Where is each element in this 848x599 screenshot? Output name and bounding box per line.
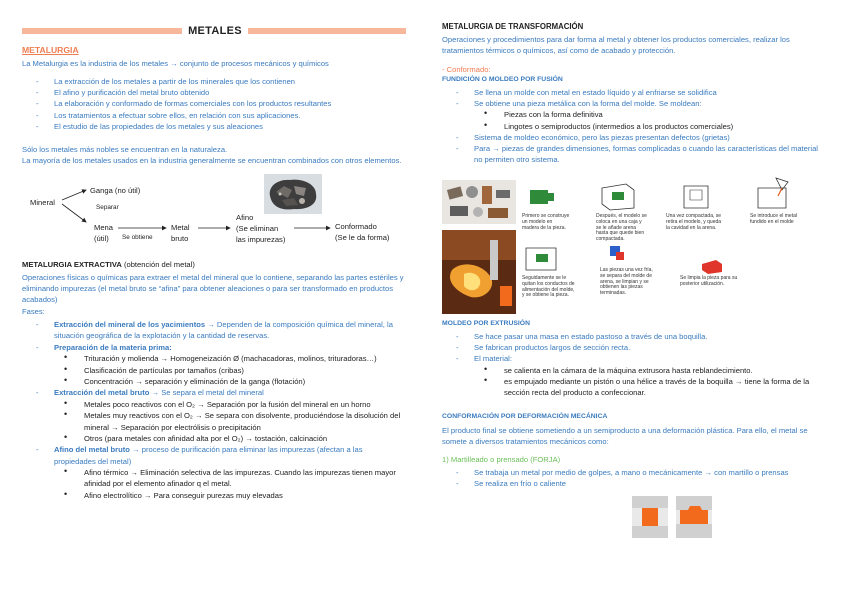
list-item: • Otros (para metales con afinidad alta por el O₂) → tostación, calcinación <box>22 433 406 444</box>
list-item: - Los tratamientos a efectuar sobre ellos, en relación con sus aplicaciones. <box>22 110 406 121</box>
flow-se-obtiene: Se obtiene <box>122 234 153 241</box>
list-item: - Se obtiene una pieza metálica con la forma del molde. Se moldean: <box>442 98 826 109</box>
step-caption-4: Se introduce el metal fundido en el molde <box>750 213 797 225</box>
list-item: • Concentración → separación y eliminación de la ganga (flotación) <box>22 376 406 387</box>
list-item: • Piezas con la forma definitiva <box>442 109 826 120</box>
list-item: - Se fabrican productos largos de sección recta. <box>442 342 826 353</box>
fase-text: → proceso de purificación para eliminar las impurezas (afectan a las propiedades del metal) <box>54 445 363 466</box>
deformacion-description: El producto final se obtiene sometiendo a un semiproducto a una deformación plástica. Para ello, el metal se somete a diversos tratamientos mecánicos como: <box>442 426 808 446</box>
step-caption-7: Se limpia la pieza para su posterior utilización. <box>680 275 738 287</box>
list-item: • Metales muy reactivos con el O₂ → Se separa con disolvente, produciéndose la disolución del mineral → Separación por electrólisis o precipitación <box>22 410 406 433</box>
step-cavity-image <box>678 180 714 212</box>
step-caption-1: Primero se construye un modelo en madera de la pieza. <box>522 213 570 231</box>
note-combinados: La mayoría de los metales usados en la industria generalmente se encuentran combinados con otros elementos. <box>22 156 402 165</box>
flow-mena: Mena <box>94 223 113 232</box>
arrow-to-ganga <box>62 190 86 200</box>
arrow-to-mena <box>62 204 86 222</box>
page-title: METALES <box>182 24 248 39</box>
step-pour-image <box>752 176 796 212</box>
step-caption-3: Una vez compactada, se retira el modelo, y queda la cavidad en la arena. <box>666 213 722 231</box>
flow-metal-sub: bruto <box>171 234 189 243</box>
moldeo-diagram <box>442 176 826 316</box>
list-item: • se calienta en la cámara de la máquina extrusora hasta reblandecimiento. <box>442 365 826 376</box>
martilleo-list <box>442 467 826 489</box>
fase-extraccion-mineral <box>22 319 406 342</box>
extraccion-items <box>22 399 406 445</box>
step-caption-5: Seguidamente se le quitan los conductos de alimentación del molde, y se obtiene la pieza. <box>522 275 575 299</box>
flow-ganga: Ganga (no útil) <box>90 186 141 195</box>
fase-title: Afino del metal bruto <box>54 445 130 455</box>
flow-conformado-sub: (Se le da forma) <box>335 233 390 242</box>
fase-title: Extracción del mineral de los yacimientos <box>54 320 206 329</box>
fases-label: Fases: <box>22 307 45 316</box>
step-feed-image <box>522 240 562 274</box>
step-separate-image <box>602 240 632 266</box>
transformacion-description: Operaciones y procedimientos para dar forma al metal y obtener los productos comerciales, realizar los tratamientos térmicos o químicos, así como de acabado y protección. <box>442 35 790 55</box>
list-item: • Lingotes o semiproductos (intermedios a los productos comerciales) <box>442 121 826 132</box>
molten-metal-photo <box>442 230 516 314</box>
flow-arrows <box>22 178 406 250</box>
fundicion-items-2 <box>442 132 826 166</box>
mineral-rock-image <box>264 174 322 214</box>
note-nobles: Sólo los metales más nobles se encuentran en la naturaleza. <box>22 145 228 154</box>
flow-separar: Separar <box>96 204 119 211</box>
title-bar-left-stripe <box>22 28 182 34</box>
flow-mineral: Mineral <box>30 198 55 207</box>
transformacion-heading: METALURGIA DE TRANSFORMACIÓN <box>442 22 584 31</box>
extractiva-heading: METALURGIA EXTRACTIVA <box>22 260 122 269</box>
list-item: - Sistema de moldeo económico, pero las piezas presentan defectos (grietas) <box>442 132 826 143</box>
list-item: - Se llena un molde con metal en estado líquido y al enfriarse se solidifica <box>442 87 826 98</box>
list-item: • es empujado mediante un pistón o una hélice a través de la boquilla → tiene la forma de la sección recta del producto a confeccionar. <box>442 376 826 398</box>
extractiva-description: Operaciones físicas o químicas para extraer el metal del mineral que lo contiene, separando las partes estériles y eliminando impurezas (el metal bruto se “afina” para obtener aleaciones o para ser transformado en productos acabados) <box>22 273 404 304</box>
step-box-image <box>598 180 638 212</box>
flow-metal: Metal <box>171 223 190 232</box>
fases-group-3 <box>22 444 406 467</box>
list-item: • Metales poco reactivos con el O₂ → Separación por la fusión del mineral en un horno <box>22 399 406 410</box>
flow-afino: Afino <box>236 213 254 222</box>
list-item: - El estudio de las propiedades de los metales y sus aleaciones <box>22 121 406 132</box>
fase-title: Extracción del metal bruto <box>54 388 150 398</box>
title-bar-right-stripe <box>248 28 406 34</box>
fase-text: → Dependen de la composición química del mineral, la situación geográfica de la explotación y la cantidad de reservas. <box>54 320 393 341</box>
step-caption-2: Después, el modelo se coloca en una caja y se le añade arena hasta que quede bien compactada. <box>596 213 647 242</box>
extractiva-heading-suffix: (obtención del metal) <box>121 260 195 269</box>
step-model-image <box>522 182 560 212</box>
list-item: - La elaboración y conformado de formas comerciales con los productos resultantes <box>22 98 406 109</box>
list-item: • Trituración y molienda → Homogeneización Ø (machacadoras, molinos, trituradoras…) <box>22 353 406 364</box>
fases-group-2 <box>22 387 406 398</box>
conformado-label: - Conformado: <box>442 65 491 74</box>
extractiva-heading-line <box>22 260 406 270</box>
step-clean-image <box>696 256 726 276</box>
metalurgia-definition: La Metalurgia es la industria de los metales → conjunto de procesos mecánicos y químicos <box>22 59 329 68</box>
fundicion-list <box>442 87 826 166</box>
flow-mena-sub: (útil) <box>94 234 109 243</box>
list-item: - Se hace pasar una masa en estado pastoso a través de una boquilla. <box>442 331 826 342</box>
martilleo-title: 1) Martilleado o prensado (FORJA) <box>442 455 561 464</box>
list-item: - Para → piezas de grandes dimensiones, formas complicadas o cuando las características del material no permiten otro sistema. <box>442 143 826 165</box>
fase-title: Preparación de la materia prima: <box>54 342 172 352</box>
fundicion-heading: FUNDICIÓN O MOLDEO POR FUSIÓN <box>442 76 563 83</box>
list-item: - Se trabaja un metal por medio de golpes, a mano o mecánicamente → con martillo o prensas <box>442 467 826 478</box>
definition-list <box>22 76 406 132</box>
list-item: - El afino y purificación del metal bruto obtenido <box>22 87 406 98</box>
fundicion-items <box>442 87 826 109</box>
fases-group-1 <box>22 319 406 353</box>
flow-afino-sub2: las impurezas) <box>236 235 286 244</box>
mineral-flow-diagram <box>22 178 406 250</box>
fase-text: → Se separa el metal del mineral <box>149 388 264 398</box>
forja-die-image-1 <box>630 494 670 540</box>
list-item: - El material: <box>442 353 826 364</box>
fase-preparacion <box>22 342 406 353</box>
forja-die-image-2 <box>674 494 714 540</box>
preparacion-items <box>22 353 406 387</box>
deformacion-heading: CONFORMACIÓN POR DEFORMACIÓN MECÁNICA <box>442 413 608 420</box>
step-caption-6: Las piezas una vez fría, se separa del molde de arena, se limpian y se obtienen las piezas terminadas. <box>600 267 653 296</box>
list-item: - Se realiza en frío o caliente <box>442 478 826 489</box>
fundicion-sub-items <box>442 109 826 131</box>
extrusion-heading: MOLDEO POR EXTRUSIÓN <box>442 320 530 327</box>
extrusion-items <box>442 331 826 365</box>
moldeo-tools-photo <box>442 180 516 224</box>
extrusion-list <box>442 331 826 398</box>
extrusion-sub-items <box>442 365 826 399</box>
flow-conformado: Conformado <box>335 222 377 231</box>
list-item: - La extracción de los metales a partir de los minerales que los contienen <box>22 76 406 87</box>
afino-items <box>22 467 406 501</box>
list-item: • Afino térmico → Eliminación selectiva de las impurezas. Cuando las impurezas tienen mayor afinidad por el elemento afinador q el metal. <box>22 467 406 490</box>
fase-afino <box>22 444 406 467</box>
list-item: • Afino electrolítico → Para conseguir purezas muy elevadas <box>22 490 406 501</box>
title-bar <box>22 24 406 38</box>
fase-extraccion-metal <box>22 387 406 398</box>
flow-afino-sub1: (Se eliminan <box>236 224 279 233</box>
fases-list <box>22 319 406 501</box>
metalurgia-heading: METALURGIA <box>22 45 79 55</box>
list-item: • Clasificación de partículas por tamaños (cribas) <box>22 365 406 376</box>
